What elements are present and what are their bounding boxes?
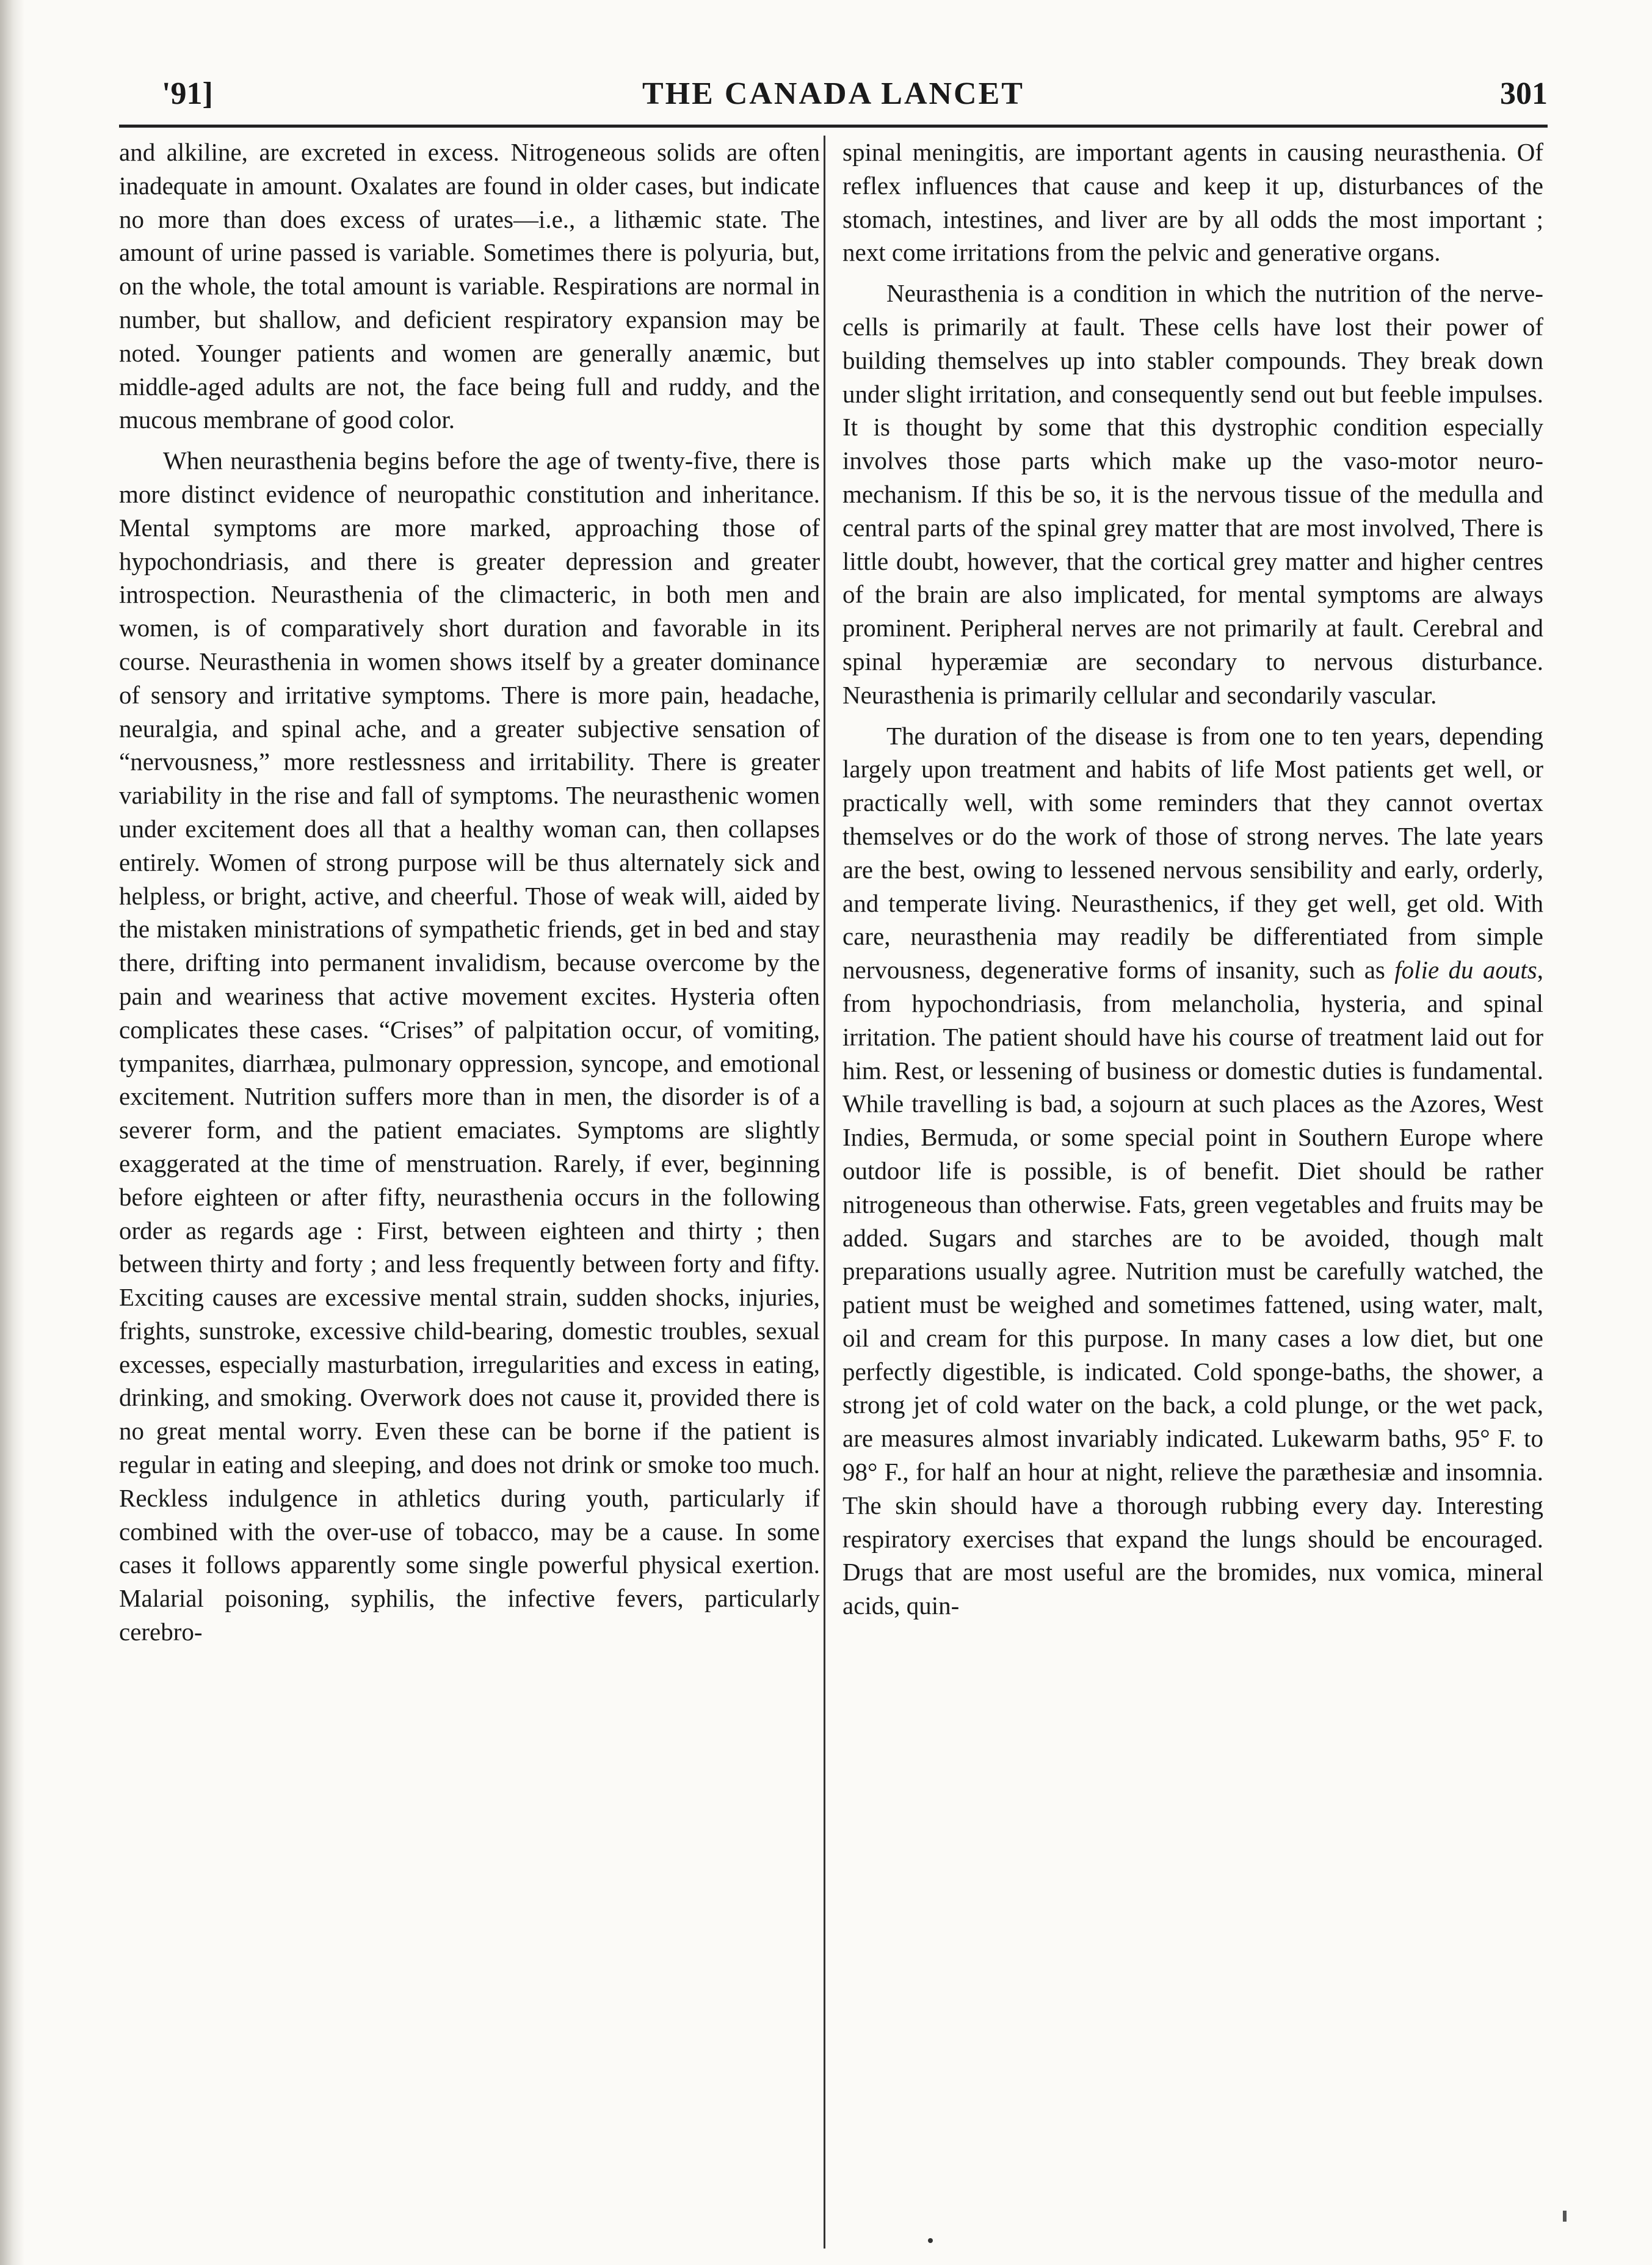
ink-mark	[1563, 2211, 1567, 2222]
header-rule	[119, 125, 1548, 128]
right-paragraph-2: Neurasthenia is a condition in which the nutrition of the nerve-cells is primarily at fault. These cells have lost their power of building themselves up into stabler compounds. They break down under slight irritation, and consequently send out but feeble impulses. It is thought by some that this dystrophic condition especially involves those parts which make up the vaso-motor neuro-mechanism. If this be so, it is the nervous tissue of the medulla and central parts of the spinal grey matter that are most involved, There is little doubt, however, that the cortical grey matter and higher centres of the brain are also implicated, for mental symptoms are always prominent. Peripheral nerves are not primarily at fault. Cerebral and spinal hyperæmiæ are secondary to nervous disturbance. Neurasthenia is primarily cellular and secondarily vascular.	[842, 279, 1543, 709]
running-header	[119, 70, 1548, 125]
right-column	[842, 136, 1543, 1623]
page-number: 301	[1500, 76, 1548, 111]
right-paragraph-3-start: The duration of the disease is from one to ten years, depending largely upon treatment and habits of life Most patients get well, or practically well, with some reminders that they cannot overtax themselves or do the work of those of strong nerves. The late years are the best, owing to lessened nervous sensibility and early, orderly, and temperate living. Neurasthenics, if they get well, get old. With care, neurasthenia may readily be differentiated from simple nervousness, degenerative forms of insanity, such as	[842, 721, 1543, 984]
right-paragraph-1: spinal meningitis, are important agents in causing neurasthenia. Of reflex influences that cause and keep it up, disturbances of the stomach, intestines, and liver are by all odds the most important ; next come irritations from the pelvic and generative organs.	[842, 138, 1543, 267]
left-paragraph-1: and alkiline, are excreted in excess. Nitrogeneous solids are often inadequate in amount. Oxalates are found in older cases, but indicate no more than does excess of urates—i.e., a lithæmic state. The amount of urine passed is variable. Sometimes there is polyuria, but, on the whole, the total amount is variable. Respirations are normal in number, but shallow, and deficient respiratory expansion may be noted. Younger patients and women are generally anæmic, but middle-aged adults are not, the face being full and ruddy, and the mucous membrane of good color.	[119, 138, 820, 434]
header-year: '91]	[162, 76, 213, 111]
ink-speck	[928, 2238, 933, 2243]
right-paragraph-3	[842, 719, 1543, 1623]
page-edge-shadow	[0, 0, 24, 2265]
left-column	[119, 136, 820, 1649]
right-paragraph-3-end: , from hypochondriasis, from melancholia, hysteria, and spinal irritation. The patient should have his course of treatment laid out for him. Rest, or lessening of business or domestic duties is fundamental. While travelling is bad, a sojourn at such places as the Azores, West Indies, Bermuda, or some special point in Southern Europe where outdoor life is possible, is of benefit. Diet should be rather nitrogeneous than otherwise. Fats, green vegetables and fruits may be added. Sugars and starches are to be avoided, though malt preparations usually agree. Nutrition must be carefully watched, the patient must be weighed and sometimes fattened, using water, malt, oil and cream for this purpose. In many cases a low diet, but one perfectly digestible, is indicated. Cold sponge-baths, the shower, a strong jet of cold water on the back, a cold plunge, or the wet pack, are measures almost invariably indicated. Lukewarm baths, 95° F. to 98° F., for half an hour at night, relieve the paræthesiæ and insomnia. The skin should have a thorough rubbing every day. Interesting respiratory exercises that expand the lungs should be encouraged. Drugs that are most useful are the bromides, nux vomica, mineral acids, quin-	[842, 956, 1544, 1620]
journal-title: THE CANADA LANCET	[642, 76, 1024, 111]
column-divider	[824, 136, 825, 2249]
italic-term: folie du aouts	[1394, 956, 1537, 984]
left-paragraph-2: When neurasthenia begins before the age of twenty-five, there is more distinct evidence of neuropathic constitution and inheritance. Mental symptoms are more marked, approaching those of hypochondriasis, and there is greater depression and greater introspection. Neurasthenia of the climacteric, in both men and women, is of comparatively short duration and favorable in its course. Neurasthenia in women shows itself by a greater dominance of sensory and irritative symptoms. There is more pain, headache, neuralgia, and spinal ache, and a greater subjective sensation of “nervousness,” more restlessness and irritability. There is greater variability in the rise and fall of symptoms. The neurasthenic women under excitement does all that a healthy woman can, then collapses entirely. Women of strong purpose will be thus alternately sick and helpless, or bright, active, and cheerful. Those of weak will, aided by the mistaken ministrations of sympathetic friends, get in bed and stay there, drifting into permanent invalidism, because overcome by the pain and weariness that active movement excites. Hysteria often complicates these cases. “Crises” of palpitation occur, of vomiting, tympanites, diarrhæa, pulmonary oppression, syncope, and emotional excitement. Nutrition suffers more than in men, the disorder is of a severer form, and the patient emaciates. Symptoms are slightly exaggerated at the time of menstruation. Rarely, if ever, beginning before eighteen or after fifty, neurasthenia occurs in the following order as regards age : First, between eighteen and thirty ; then between thirty and forty ; and less frequently between forty and fifty. Exciting causes are excessive mental strain, sudden shocks, injuries, frights, sunstroke, excessive child-bearing, domestic troubles, sexual excesses, especially masturbation, irregularities and excess in eating, drinking, and smoking. Overwork does not cause it, provided there is no great mental worry. Even these can be borne if the patient is regular in eating and sleeping, and does not drink or smoke too much. Reckless indulgence in athletics during youth, particularly if combined with the over-use of tobacco, may be a cause. In some cases it follows apparently some single powerful physical exertion. Malarial poisoning, syphilis, the infective fevers, particularly cerebro-	[119, 446, 820, 1646]
